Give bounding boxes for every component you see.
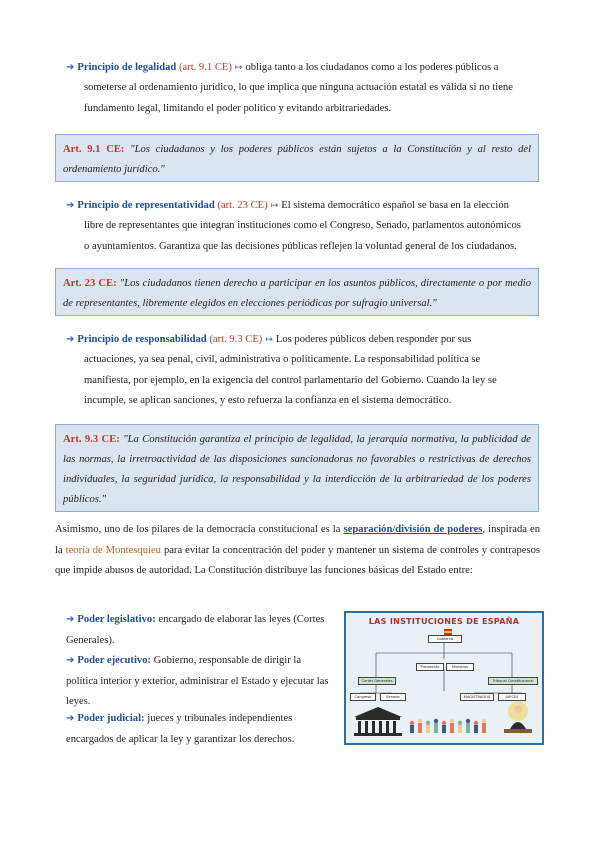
node-gobierno: Gobierno (428, 635, 462, 643)
article-ref: (art. 9.1 CE) (178, 62, 232, 73)
arrow-icon: ➔ (66, 655, 75, 666)
arrow-icon: ➔ (66, 334, 75, 345)
power-item-judicial: ➔ Poder judicial: jueces y tribunales independientes encargados de aplicar la ley y garantizar los derechos. (66, 713, 295, 745)
principle-representatividad-body: libre de representantes que integran instituciones como el Congreso, Senado, parlamentos autonómicos o ayuntamientos. Garantiza que las decisiones públicas reflejen la voluntad general de los ciudadanos. (84, 220, 521, 252)
mapsto-icon: ↦ (270, 201, 279, 211)
arrow-icon: ➔ (66, 614, 75, 625)
principle-legalidad-body: someterse al ordenamiento jurídico, lo que implica que ninguna actuación estatal es válida si no tiene fundamento legal, limitando el poder político y evitando arbitrariedades. (84, 82, 513, 114)
node-jueces: JUECES (498, 693, 526, 701)
article-ref: (art. 23 CE) (217, 200, 268, 211)
quote-box-art-9-3 (55, 424, 539, 512)
node-tribunal: Tribunal Constitucional (488, 677, 538, 685)
principle-title: Principio de legalidad (77, 62, 177, 73)
node-senado: Senado (380, 693, 406, 701)
power-item-legislativo: ➔ Poder legislativo: encargado de elaborar las leyes (Cortes Generales). (66, 614, 325, 646)
node-presidente: Presidente (416, 663, 444, 671)
arrow-icon: ➔ (66, 62, 75, 73)
montesquieu-link[interactable]: teoría de Montesquieu (65, 544, 161, 556)
quote-text: "La Constitución garantiza el principio de legalidad, la jerarquía normativa, la publicidad de las normas, la irretroactividad de las disposiciones sancionadoras no favorables o restrictivas de derechos individuales, la seguridad jurídica, la responsabilidad y la interdicción de la arbitrariedad de los poderes públicos." (63, 434, 532, 505)
principle-responsabilidad: ➔ Principio de responsabilidad (art. 9.3 CE) ↦ Los poderes públicos deben responder por sus (66, 334, 472, 345)
principle-legalidad: ➔ Principio de legalidad (art. 9.1 CE) ↦ obliga tanto a los ciudadanos como a los poderes públicos a (66, 62, 499, 73)
separation-highlight: separación/división de poderes (343, 524, 483, 535)
node-congreso: Congreso (350, 693, 376, 701)
infographic-title: LAS INSTITUCIONES DE ESPAÑA (368, 617, 520, 626)
arrow-icon: ➔ (66, 713, 75, 724)
citizens-icon (410, 719, 486, 733)
quote-text: "Los ciudadanos y los poderes públicos están sujetos a la Constitución y al resto del ordenamiento jurídico." (63, 144, 532, 175)
quote-box-art-9-1 (55, 134, 539, 182)
quote-label: Art. 9.1 CE: (63, 144, 125, 155)
principle-representatividad: ➔ Principio de representatividad (art. 23 CE) ↦ El sistema democrático español se basa en la elección (66, 200, 509, 211)
arrow-icon: ➔ (66, 200, 75, 211)
article-ref: (art. 9.3 CE) (209, 334, 263, 345)
judge-icon (504, 701, 532, 733)
principle-title: Principio de representatividad (77, 200, 215, 211)
node-magistrados: MAGISTRADOS (460, 693, 494, 701)
principle-title: Principio de responsabilidad (77, 334, 207, 345)
parliament-icon (354, 707, 402, 736)
power-item-ejecutivo: ➔ Poder ejecutivo: Gobierno, responsable de dirigir la política interior y exterior, administrar el Estado y ejecutar las leyes. (66, 655, 329, 707)
quote-label: Art. 23 CE: (63, 278, 117, 289)
mapsto-icon: ↦ (265, 335, 273, 345)
separation-paragraph: Asimismo, uno de los pilares de la democracia constitucional es la separación/división de poderes, inspirada en la teoría de Montesquieu para evitar la concentración del poder y mantener un sistema de controles y contrapesos que impide abusos de autoridad. La Constitución distribuye las funciones básicas del Estado entre: (55, 524, 541, 576)
mapsto-icon: ↦ (234, 63, 243, 73)
instituciones-infographic (344, 611, 544, 745)
quote-box-art-23 (55, 268, 539, 316)
principle-responsabilidad-body: actuaciones, ya sea penal, civil, administrativa o políticamente. La responsabilidad política se manifiesta, por ejemplo, en la exigencia del control parlamentario del Gobierno. Cuando la ley se incumple, se aplican sanciones, y esto refuerza la confianza en el sistema democrático. (84, 354, 497, 406)
node-cortes: Cortes Generales (358, 677, 396, 685)
node-ministros: Ministros (446, 663, 474, 671)
quote-label: Art. 9.3 CE: (63, 434, 120, 445)
quote-text: "Los ciudadanos tienen derecho a participar en los asuntos públicos, directamente o por medio de representantes, libremente elegidos en elecciones periódicas por sufragio universal." (63, 278, 531, 309)
